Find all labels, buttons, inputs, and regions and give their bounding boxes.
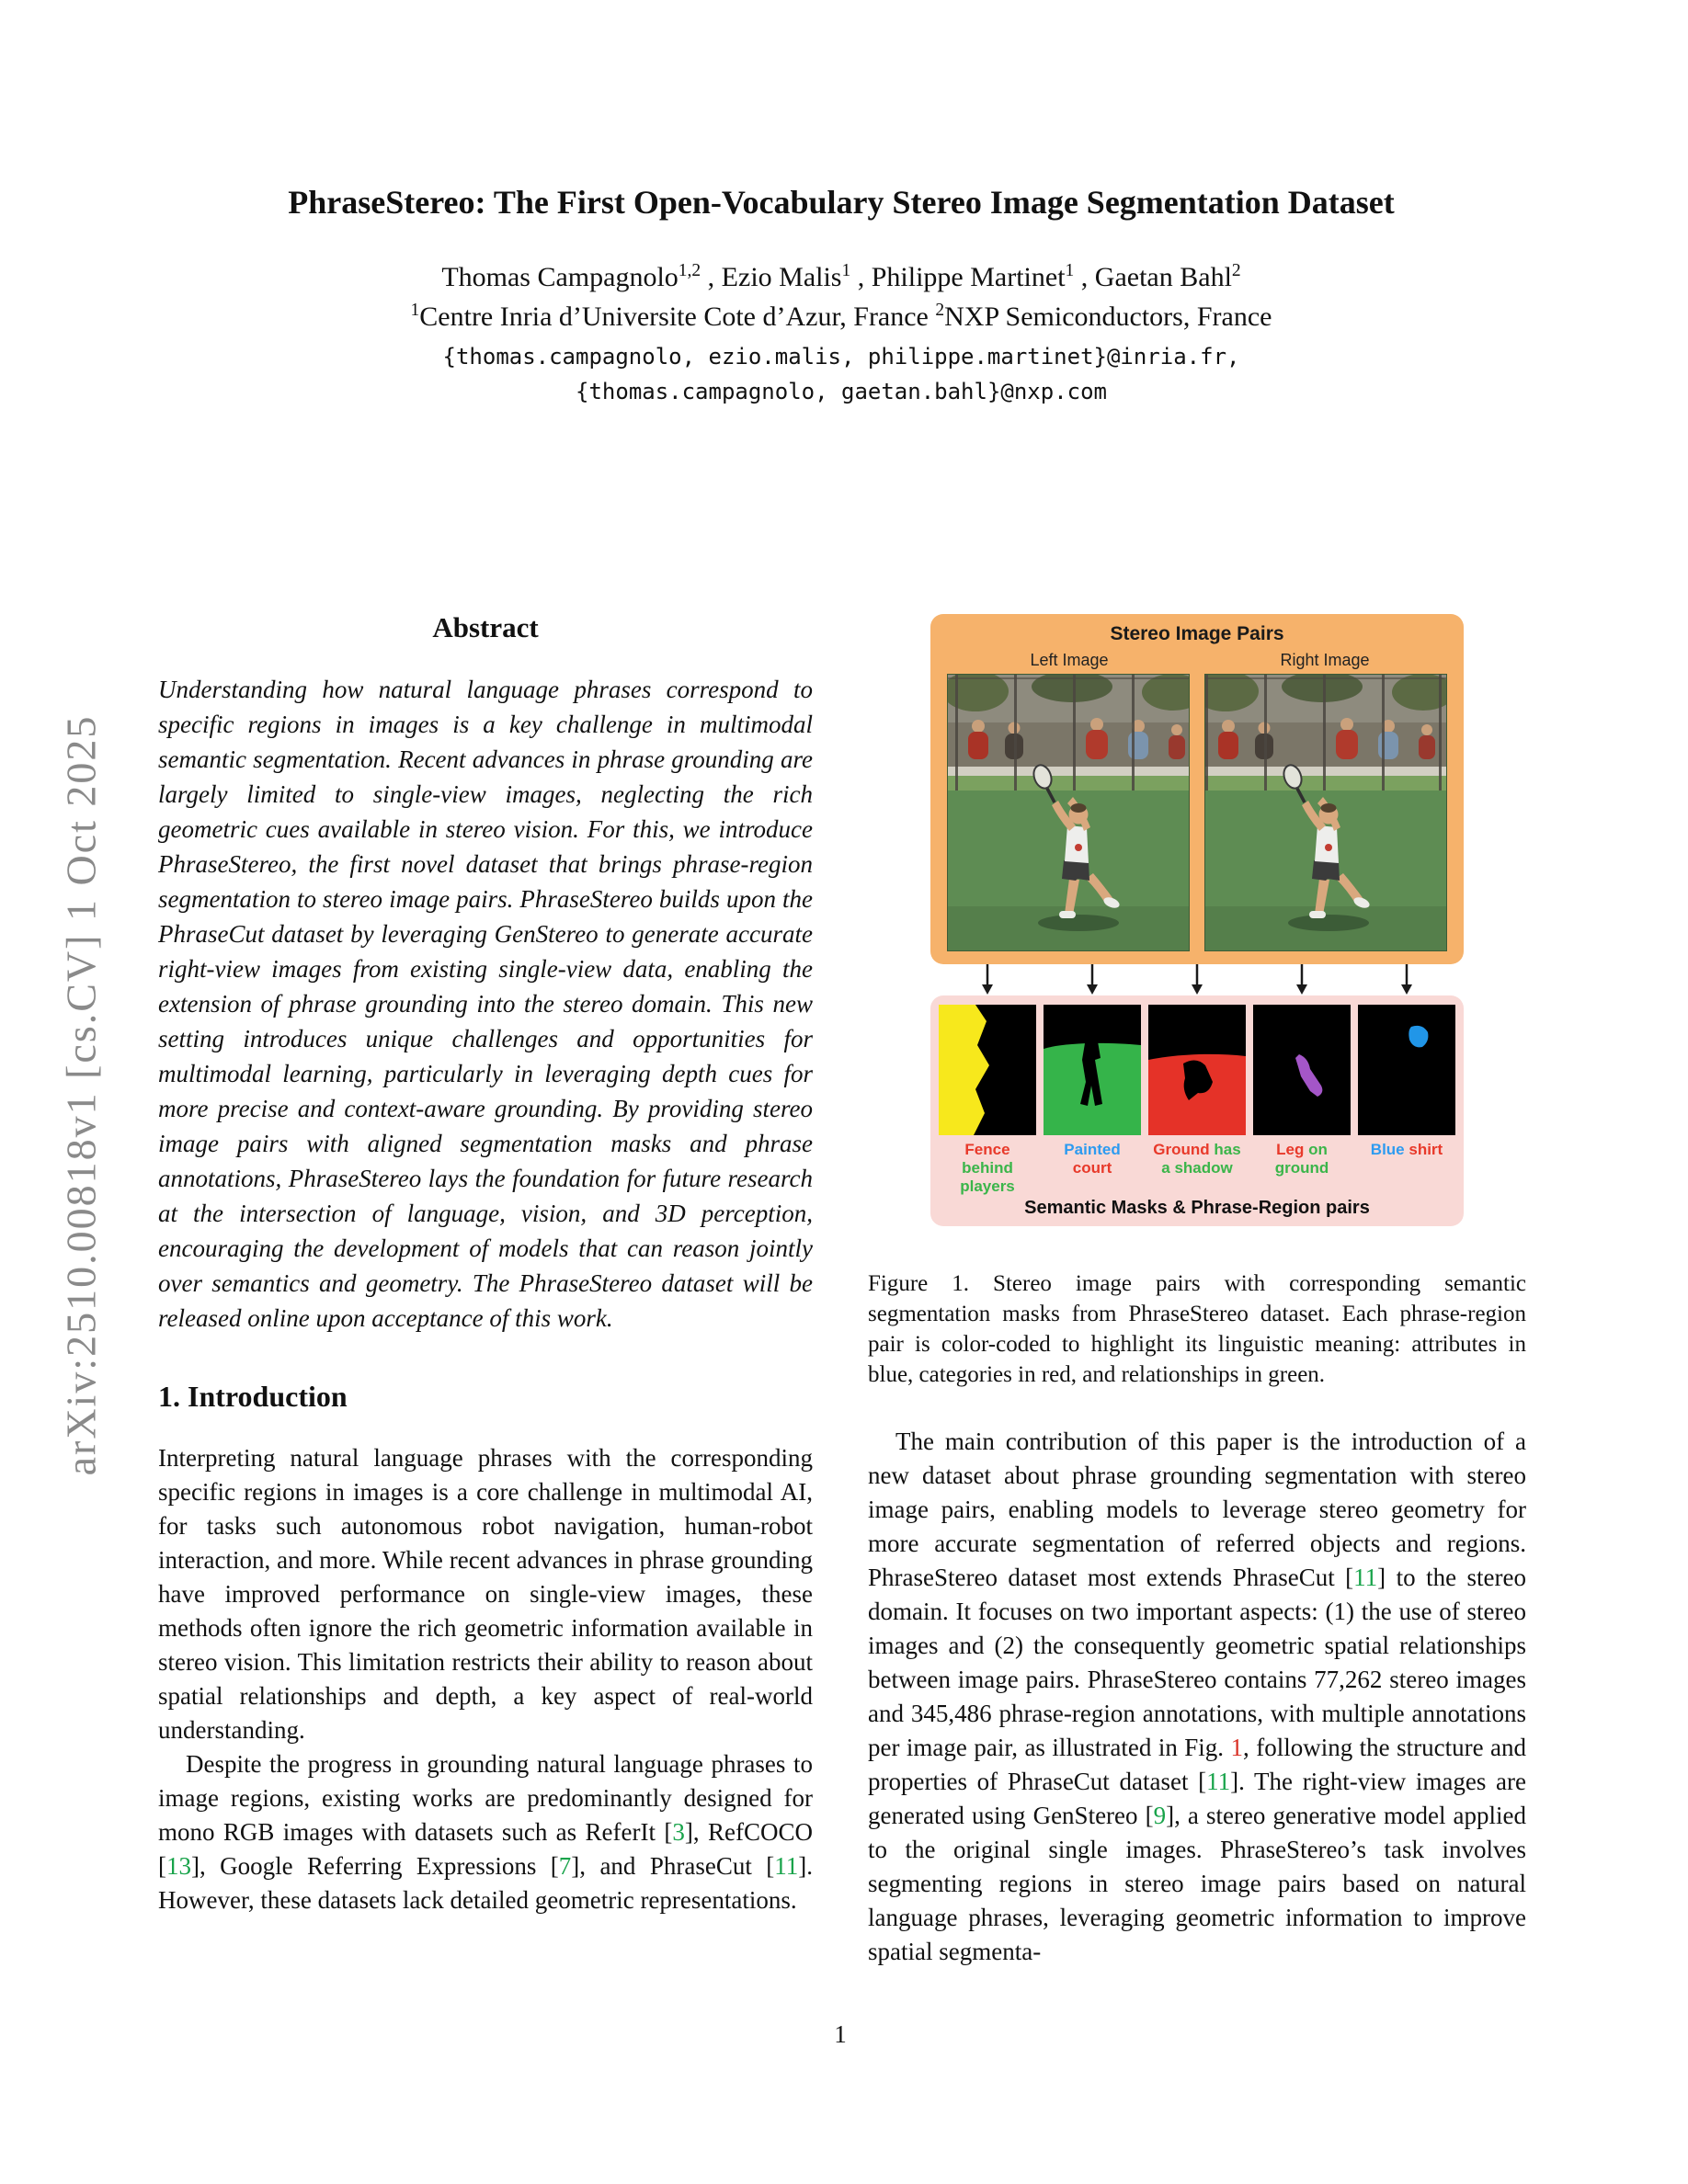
left-image-label: Left Image: [1030, 651, 1109, 669]
mask-label-shirt: [1358, 1141, 1455, 1196]
text-segment: Despite the progress in grounding natural language phrases to image regions, existing works are predominantly designed for mono RGB images with datasets such as ReferIt [: [158, 1750, 813, 1846]
ref-segment[interactable]: 1: [1230, 1734, 1243, 1761]
mask-label-court: [1044, 1141, 1141, 1196]
abstract-text: Understanding how natural language phrases correspond to specific regions in images is a key challenge in multimodal semantic segmentation. Recent advances in phrase grounding are largely limited to single-view images, neglecting the rich geometric cues available in stereo vision. For this, we introduce PhraseStereo, the first novel dataset that brings phrase-region segmentation to stereo image pairs. PhraseStereo builds upon the PhraseCut dataset by leveraging GenStereo to generate accurate right-view images from existing single-view data, enabling the extension of phrase grounding into the stereo domain. This new setting introduces unique challenges and opportunities for multimodal learning, particularly in leveraging depth cues for more precise and context-aware grounding. By providing stereo image pairs with aligned segmentation masks and phrase annotations, PhraseStereo lays the foundation for future research at the intersection of language, vision, and 3D perception, encouraging the development of models that can reason jointly over semantics and geometry. The PhraseStereo dataset will be released online upon acceptance of this work.: [158, 676, 813, 1332]
masks-panel: [930, 995, 1464, 1226]
intro-paragraph-2: [158, 1747, 813, 1917]
text-segment: The main contribution of this paper is the introduction of a new dataset about phrase grounding segmentation with stereo image pairs, enabling models to leverage stereo geometry for more accurate segmentation of referred objects and regions. PhraseStereo dataset most extends PhraseCut [: [868, 1428, 1526, 1591]
text-segment: ], RefCOCO [: [158, 1818, 813, 1880]
intro-paragraph-1: Interpreting natural language phrases with the corresponding specific regions in images is a core challenge in multimodal AI, for tasks such autonomous robot navigation, human-robot interaction, and more. While recent advances in phrase grounding have improved performance on single-view images, these methods often ignore the rich geometric information available in stereo vision. This limitation restricts their ability to reason about spatial relationships and depth, a key aspect of real-world understanding.: [158, 1444, 813, 1744]
abstract-heading: Abstract: [432, 611, 539, 643]
page-title: PhraseStereo: The First Open-Vocabulary Stereo Image Segmentation Dataset: [288, 184, 1395, 221]
w-green-segment: behind players: [960, 1159, 1015, 1195]
sup-segment: 2: [935, 301, 945, 320]
cite-segment[interactable]: 11: [1353, 1564, 1378, 1591]
text-segment: ]. The right-view images are generated using GenStereo [: [868, 1768, 1526, 1829]
paper-header: [161, 182, 1522, 404]
w-green-segment: on ground: [1274, 1141, 1329, 1177]
right-column: [868, 614, 1526, 1969]
mask-leg: [1253, 1005, 1351, 1135]
mask-ground: [1148, 1005, 1246, 1135]
stereo-photos: [941, 674, 1453, 951]
cite-segment[interactable]: 7: [558, 1852, 572, 1880]
page-number: 1: [834, 2020, 847, 2048]
text-segment: ] to the stereo domain. It focuses on two important aspects: (1) the use of stereo images and (2) the consequently geometric spatial relationships between image pairs. PhraseStereo contains 77,262 stereo images and 345,486 phrase-region annotations, with multiple annotations per image pair, as illustrated in Fig.: [868, 1564, 1526, 1761]
mask-label-ground: [1148, 1141, 1246, 1196]
cite-segment[interactable]: 3: [672, 1818, 685, 1846]
w-red-segment: Fence: [964, 1141, 1010, 1158]
text-segment: , Ezio Malis: [701, 262, 842, 292]
text-segment: ], and PhraseCut [: [571, 1852, 775, 1880]
w-blue-segment: Painted: [1064, 1141, 1121, 1158]
w-red-segment: Ground: [1153, 1141, 1215, 1158]
stereo-pairs-panel: [930, 614, 1464, 964]
mask-labels-row: [937, 1141, 1457, 1196]
stereo-panel-title: Stereo Image Pairs: [1110, 623, 1284, 644]
arxiv-watermark: arXiv:2510.00818v1 [cs.CV] 1 Oct 2025: [57, 714, 105, 1476]
main-paragraph-1: [868, 1425, 1526, 1969]
cite-segment[interactable]: 9: [1153, 1802, 1167, 1829]
right-stereo-photo: [1204, 674, 1447, 951]
mask-label-leg: [1253, 1141, 1351, 1196]
mask-fence: [939, 1005, 1036, 1135]
author-line: [161, 261, 1522, 293]
masks-row: [937, 1005, 1457, 1135]
mask-label-fence: [939, 1141, 1036, 1196]
figure-caption: Figure 1. Stereo image pairs with corresponding semantic segmentation masks from PhraseStereo dataset. Each phrase-region pair is color-coded to highlight its linguistic meaning: attributes in blue, categories in red, and relationships in green.: [868, 1271, 1526, 1387]
cite-segment[interactable]: 11: [1206, 1768, 1231, 1795]
w-red-segment: shirt: [1409, 1141, 1443, 1158]
text-segment: ], a stereo generative model applied to the original single images. PhraseStereo’s task involves segmenting regions in stereo image pairs based on natural language phrases, leveraging geometric information to improve spatial segmenta-: [868, 1802, 1526, 1965]
w-blue-segment: Blue: [1370, 1141, 1409, 1158]
text-segment: ], Google Referring Expressions [: [191, 1852, 559, 1880]
affiliation-line: [161, 301, 1522, 333]
text-segment: , Gaetan Bahl: [1074, 262, 1232, 292]
email-line-2: {thomas.campagnolo, gaetan.bahl}@nxp.com: [576, 379, 1107, 404]
sup-segment: 1,2: [678, 261, 701, 280]
text-segment: ]. However, these datasets lack detailed geometric representations.: [158, 1852, 813, 1914]
left-stereo-photo: [947, 674, 1190, 951]
text-segment: , following the structure and properties of PhraseCut dataset [: [868, 1734, 1526, 1795]
text-segment: Centre Inria d’Universite Cote d’Azur, France: [419, 301, 936, 332]
section-heading-introduction: 1. Introduction: [158, 1380, 348, 1413]
photo-labels: [941, 651, 1453, 670]
mask-court: [1044, 1005, 1141, 1135]
left-column: [158, 611, 813, 1917]
w-green-segment: has a shadow: [1161, 1141, 1241, 1177]
text-segment: Thomas Campagnolo: [441, 262, 679, 292]
flow-arrows-icon: [930, 964, 1464, 995]
sup-segment: 2: [1231, 261, 1241, 280]
text-segment: , Philippe Martinet: [850, 262, 1066, 292]
right-image-label: Right Image: [1280, 651, 1370, 669]
masks-panel-title: Semantic Masks & Phrase-Region pairs: [1024, 1198, 1370, 1218]
cite-segment[interactable]: 11: [774, 1852, 799, 1880]
email-line-1: {thomas.campagnolo, ezio.malis, philippe.martinet}@inria.fr,: [442, 344, 1240, 370]
cite-segment[interactable]: 13: [166, 1852, 191, 1880]
sup-segment: 1: [841, 261, 851, 280]
text-segment: NXP Semiconductors, France: [944, 301, 1272, 332]
figure-1: [930, 614, 1464, 1226]
sup-segment: 1: [1065, 261, 1075, 280]
w-red-segment: court: [1072, 1159, 1112, 1177]
w-red-segment: Leg: [1276, 1141, 1309, 1158]
sup-segment: 1: [410, 301, 420, 320]
mask-shirt: [1358, 1005, 1455, 1135]
